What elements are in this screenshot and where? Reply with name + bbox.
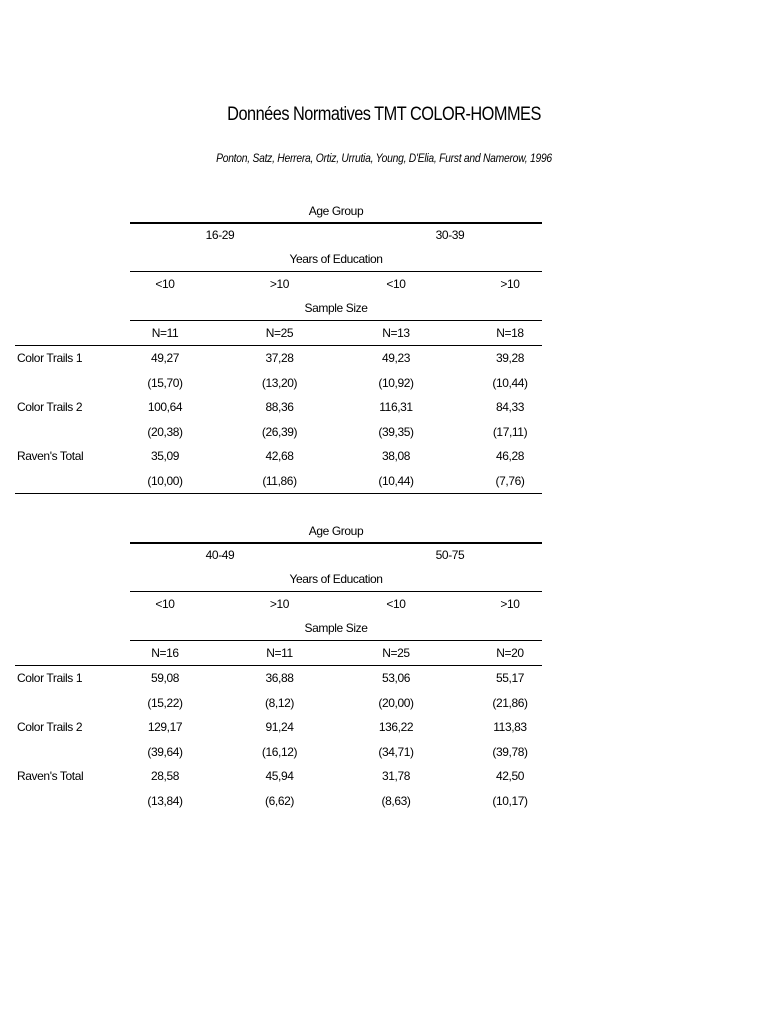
sd-cell: (6,62) [265, 794, 294, 808]
table-row [0, 420, 768, 444]
table-row [0, 346, 768, 370]
mean-cell: 53,06 [381, 671, 411, 685]
table-row [0, 371, 768, 395]
education-level-cell: >10 [500, 277, 520, 291]
mean-cell: 35,09 [150, 449, 180, 463]
sd-cell: (20,38) [147, 425, 183, 439]
age-groups-row [0, 223, 768, 247]
mean-cell: 100,64 [147, 400, 183, 414]
sd-cell: (17,11) [492, 425, 528, 439]
sd-cell: (10,17) [492, 794, 528, 808]
mean-cell: 84,33 [495, 400, 525, 414]
age-group-header-row [0, 199, 768, 223]
sd-cell: (21,86) [492, 696, 528, 710]
row-label: Color Trails 2 [17, 400, 83, 414]
education-level-cell: <10 [386, 277, 406, 291]
table-row [0, 444, 768, 468]
row-label: Color Trails 1 [17, 671, 83, 685]
sample-size-cell: N=25 [382, 646, 410, 660]
mean-cell: 88,36 [265, 400, 294, 414]
mean-cell: 49,23 [381, 351, 411, 365]
sd-cell: (13,84) [147, 794, 183, 808]
table-row [0, 666, 768, 690]
table-row [0, 395, 768, 419]
sd-cell: (16,12) [261, 745, 298, 759]
sample-size-cell: N=18 [496, 326, 524, 340]
mean-cell: 42,68 [265, 449, 294, 463]
row-label: Color Trails 2 [17, 720, 83, 734]
mean-cell: 38,08 [381, 449, 411, 463]
sd-cell: (39,35) [378, 425, 414, 439]
education-level-cell: <10 [386, 597, 406, 611]
age-group-header-row [0, 519, 768, 543]
sample-size-cell: N=13 [382, 326, 410, 340]
table-row [0, 469, 768, 493]
mean-cell: 129,17 [147, 720, 183, 734]
table-row [0, 715, 768, 739]
education-header-row [0, 567, 768, 591]
sd-cell: (15,22) [147, 696, 183, 710]
sample-sizes-row [0, 641, 768, 665]
sd-cell: (8,12) [265, 696, 294, 710]
education-level-cell: >10 [269, 597, 290, 611]
mean-cell: 39,28 [495, 351, 525, 365]
mean-cell: 46,28 [495, 449, 525, 463]
row-label: Color Trails 1 [17, 351, 83, 365]
sd-cell: (39,78) [492, 745, 528, 759]
age-group-label: Age Group [308, 524, 364, 538]
education-level-cell: <10 [155, 597, 175, 611]
row-label: Raven's Total [17, 449, 84, 463]
sample-size-cell: N=11 [266, 646, 293, 660]
mean-cell: 116,31 [379, 400, 413, 414]
sample-size-cell: N=20 [496, 646, 524, 660]
sd-cell: (34,71) [378, 745, 414, 759]
sample-size-cell: N=25 [265, 326, 294, 340]
sample-size-header-row [0, 296, 768, 320]
divider [15, 493, 542, 494]
age-group-label: Age Group [308, 204, 364, 218]
mean-cell: 49,27 [150, 351, 180, 365]
sample-size-label: Sample Size [304, 621, 368, 635]
sd-cell: (8,63) [381, 794, 411, 808]
mean-cell: 113,83 [493, 720, 527, 734]
citation-subtitle: Ponton, Satz, Herrera, Ortiz, Urrutia, Young, D'Elia, Furst and Namerow, 1996 [216, 151, 552, 165]
sd-cell: (39,64) [147, 745, 183, 759]
age-group-cell: 30-39 [435, 228, 465, 242]
mean-cell: 37,28 [265, 351, 294, 365]
sd-cell: (20,00) [378, 696, 414, 710]
mean-cell: 31,78 [381, 769, 411, 783]
age-group-cell: 50-75 [435, 548, 465, 562]
sd-cell: (26,39) [261, 425, 298, 439]
table-row [0, 764, 768, 788]
sd-cell: (7,76) [495, 474, 525, 488]
sd-cell: (10,44) [492, 376, 528, 390]
page-title: Données Normatives TMT COLOR-HOMMES [227, 104, 541, 125]
sample-size-cell: N=16 [151, 646, 179, 660]
education-levels-row [0, 592, 768, 616]
mean-cell: 36,88 [265, 671, 294, 685]
education-level-cell: >10 [500, 597, 520, 611]
sd-cell: (10,44) [378, 474, 414, 488]
mean-cell: 55,17 [495, 671, 525, 685]
row-label: Raven's Total [17, 769, 84, 783]
age-group-cell: 40-49 [205, 548, 235, 562]
mean-cell: 59,08 [150, 671, 180, 685]
mean-cell: 28,58 [150, 769, 180, 783]
sample-size-cell: N=11 [151, 326, 179, 340]
sd-cell: (11,86) [262, 474, 297, 488]
education-header-row [0, 247, 768, 271]
mean-cell: 42,50 [495, 769, 525, 783]
sd-cell: (10,00) [147, 474, 183, 488]
sample-sizes-row [0, 321, 768, 345]
mean-cell: 136,22 [378, 720, 414, 734]
table-row [0, 740, 768, 764]
sample-size-label: Sample Size [304, 301, 368, 315]
sd-cell: (15,70) [147, 376, 183, 390]
sd-cell: (13,20) [261, 376, 298, 390]
table-row [0, 691, 768, 715]
education-label: Years of Education [289, 252, 383, 266]
age-group-cell: 16-29 [205, 228, 235, 242]
education-levels-row [0, 272, 768, 296]
sd-cell: (10,92) [378, 376, 414, 390]
mean-cell: 91,24 [265, 720, 294, 734]
sample-size-header-row [0, 616, 768, 640]
age-groups-row [0, 543, 768, 567]
table-row [0, 789, 768, 813]
education-label: Years of Education [289, 572, 383, 586]
education-level-cell: >10 [269, 277, 290, 291]
education-level-cell: <10 [155, 277, 175, 291]
mean-cell: 45,94 [265, 769, 294, 783]
